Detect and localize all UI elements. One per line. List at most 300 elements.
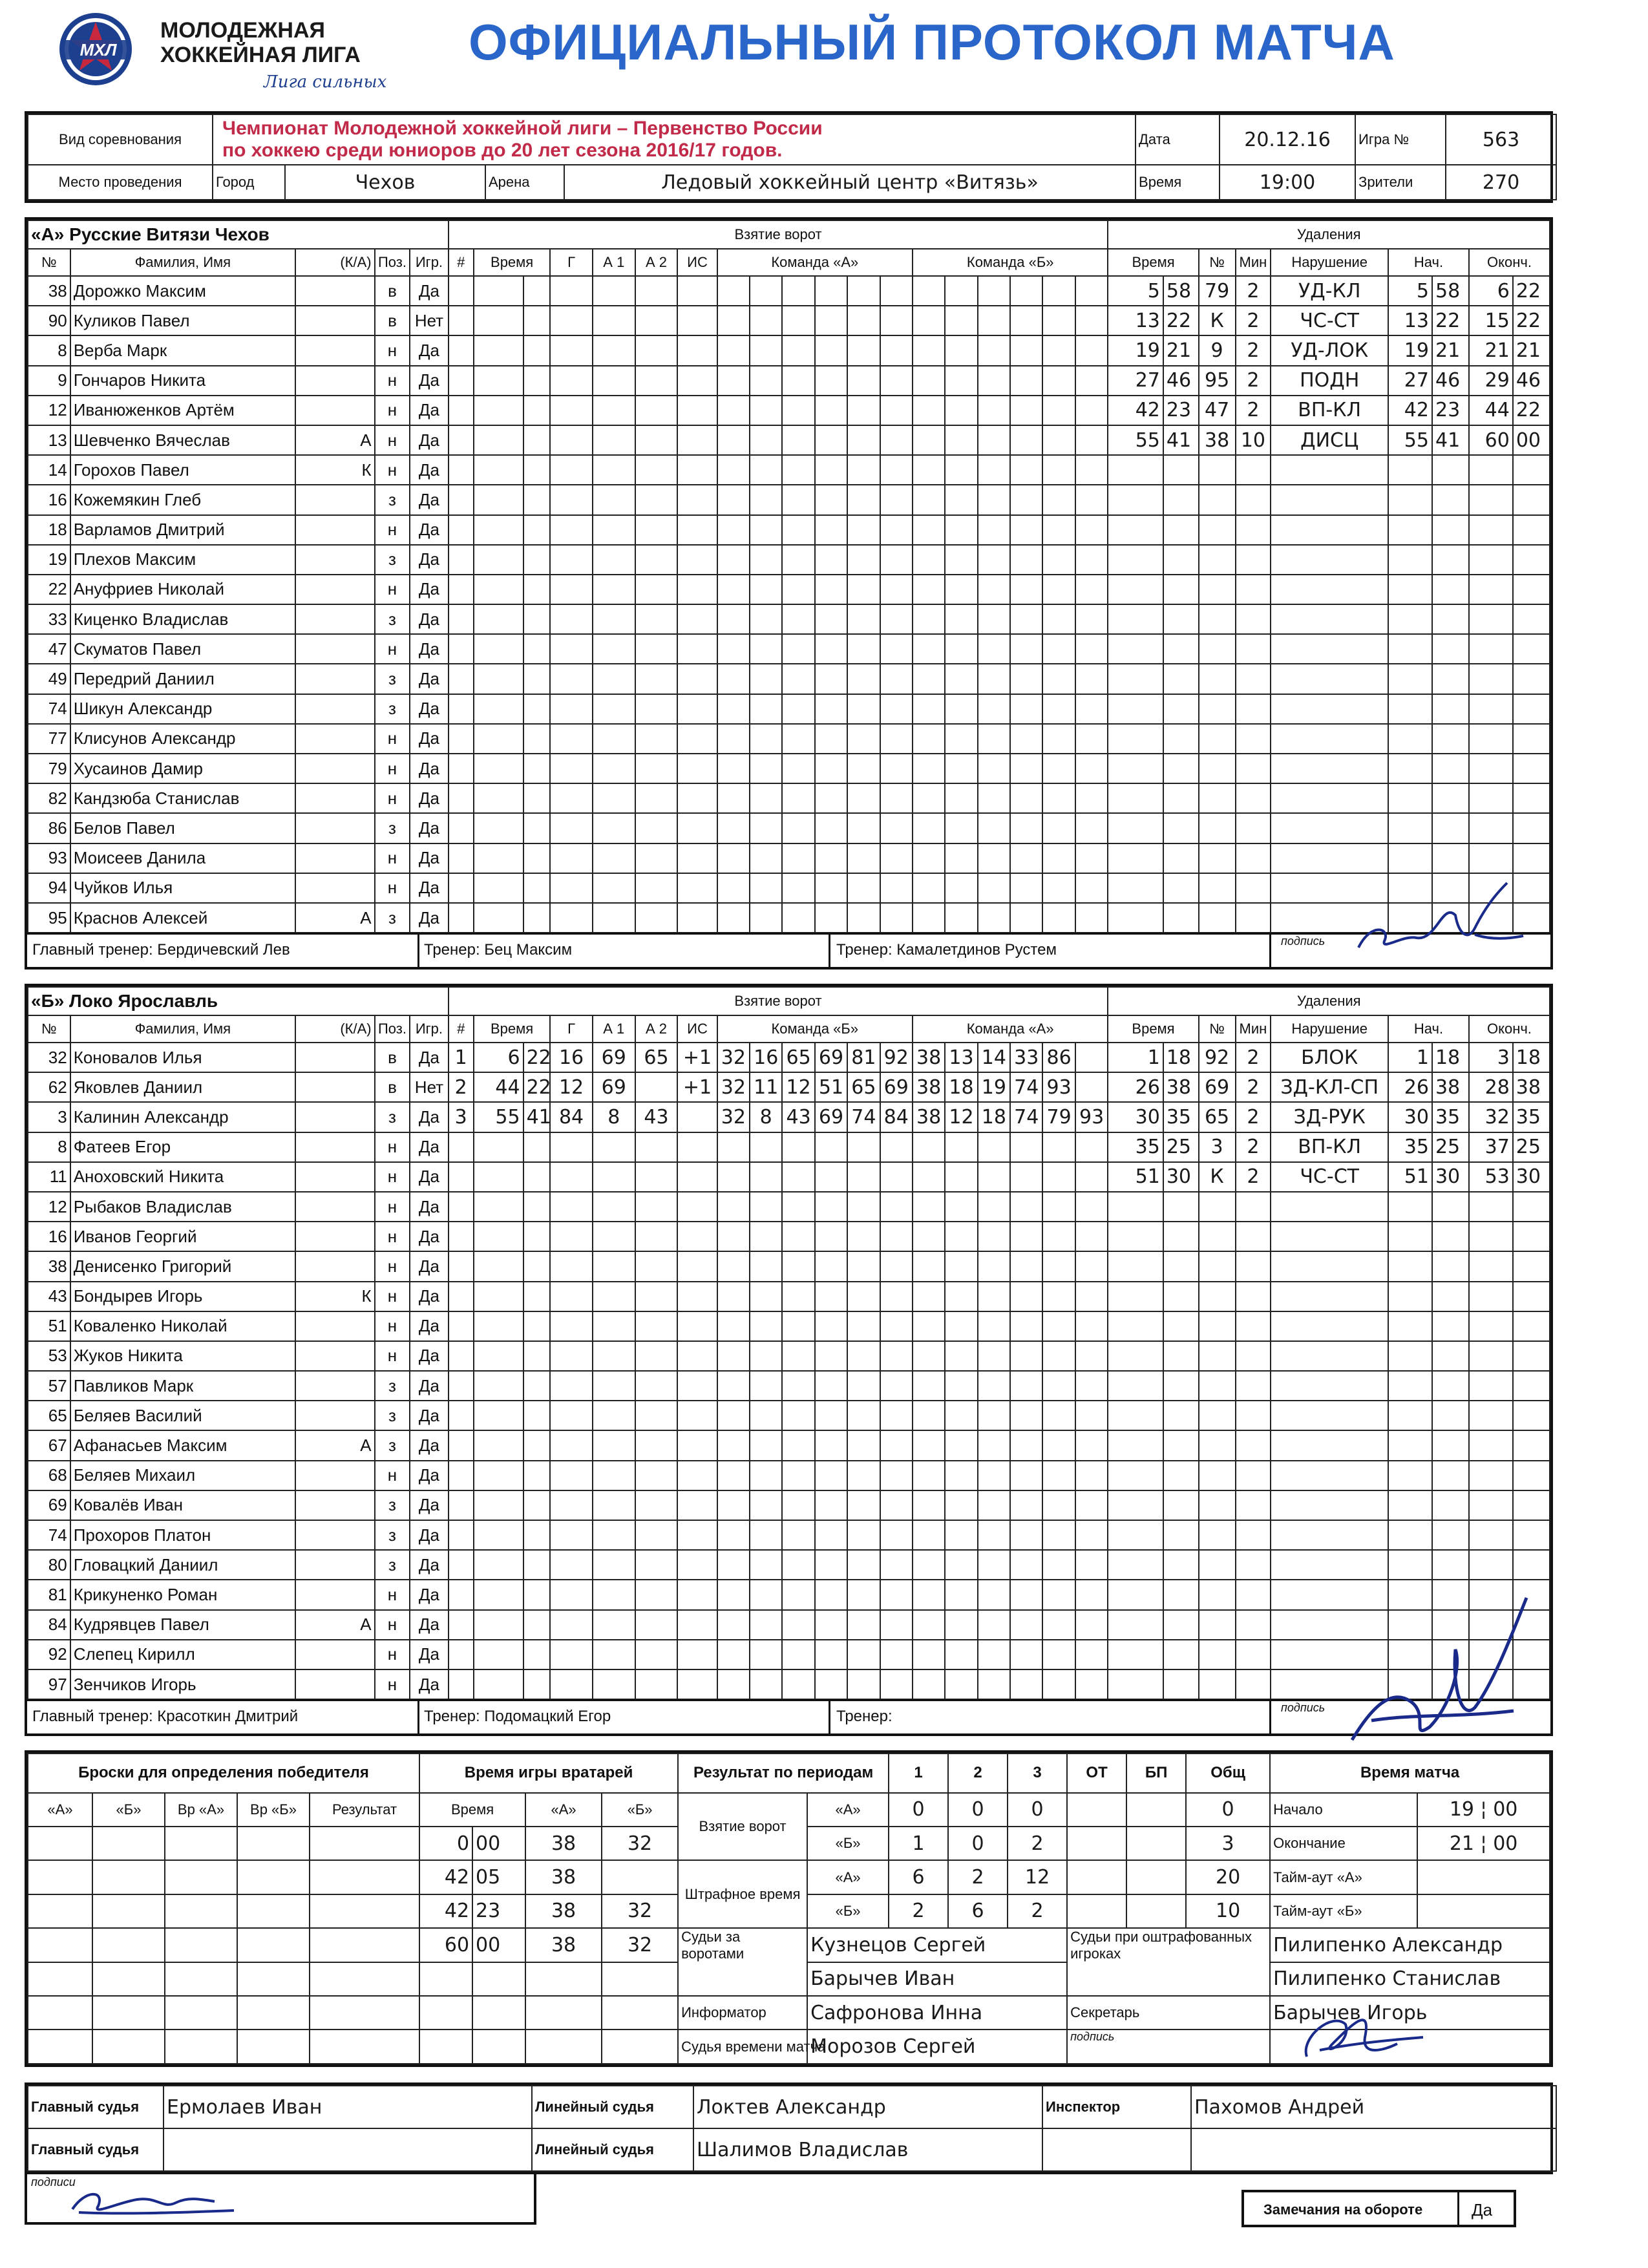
goal-cell — [782, 1371, 814, 1401]
goal-cell — [593, 1669, 635, 1699]
goal-cell — [677, 1251, 717, 1281]
pen-cell — [1271, 575, 1388, 604]
timeout-a-value — [1417, 1860, 1550, 1894]
match-start-label: Начало — [1270, 1793, 1417, 1827]
goal-cell — [1042, 1222, 1075, 1251]
player-position: н — [375, 396, 410, 425]
col-goal-scorer: Г — [550, 1015, 593, 1043]
pen-minutes: 10 — [1236, 425, 1271, 455]
goal-cell — [1042, 1669, 1075, 1699]
goal-situation: +1 — [677, 1043, 717, 1072]
pen-end-min: 3 — [1469, 1043, 1513, 1072]
pen-cell — [1108, 1580, 1163, 1609]
player-name: Куликов Павел — [70, 306, 295, 335]
goal-cell — [782, 694, 814, 724]
goalie-row-1-sec: 00 — [472, 1827, 525, 1860]
goal-cell — [880, 1222, 913, 1251]
goal-cell — [978, 843, 1010, 873]
goal-cell — [593, 455, 635, 485]
goal-cell — [945, 604, 977, 634]
goal-cell — [913, 783, 945, 813]
pen-cell — [1236, 1371, 1271, 1401]
goal-cell — [635, 1251, 678, 1281]
goal-cell — [978, 1401, 1010, 1430]
goal-cell — [677, 1341, 717, 1371]
player-position: з — [375, 903, 410, 933]
pen-end-sec: 46 — [1513, 366, 1550, 396]
player-played: Да — [410, 873, 448, 903]
goal-cell — [635, 306, 678, 335]
goal-cell — [474, 903, 523, 933]
shootout-cell — [92, 1996, 165, 2030]
goal-cell — [593, 783, 635, 813]
goal-cell — [750, 1371, 782, 1401]
goal-cell — [945, 575, 977, 604]
match-end-value: 21 ¦ 00 — [1417, 1827, 1550, 1860]
goal-cell — [550, 754, 593, 783]
goal-cell — [1010, 1341, 1042, 1371]
player-position: з — [375, 1430, 410, 1460]
pen-cell — [1163, 724, 1199, 754]
goal-cell — [474, 1162, 523, 1192]
referee-2-label: Главный судья — [28, 2128, 164, 2171]
goal-cell — [474, 1640, 523, 1669]
player-row — [28, 306, 1550, 335]
player-role: А — [295, 1610, 375, 1640]
match-info-block — [25, 111, 1553, 203]
goal-cell — [880, 604, 913, 634]
goal-cell — [550, 1222, 593, 1251]
pen-player: 79 — [1199, 276, 1236, 306]
goal-cell — [1042, 634, 1075, 664]
col-ka: (К/А) — [295, 249, 375, 276]
goal-cell — [1010, 754, 1042, 783]
goal-cell — [945, 1550, 977, 1580]
pen-end-sec: 22 — [1513, 396, 1550, 425]
pen-cell — [1271, 545, 1388, 575]
pen-cell — [1271, 754, 1388, 783]
goal-cell — [847, 1341, 880, 1371]
pen-start-min: 1 — [1388, 1043, 1432, 1072]
goal-cell — [677, 1430, 717, 1460]
goal-cell — [1042, 1610, 1075, 1640]
player-role — [295, 1580, 375, 1609]
pen-sec-time: 25 — [1163, 1132, 1199, 1162]
goal-cell — [523, 515, 551, 545]
col-situation: ИС — [677, 1015, 717, 1043]
player-number: 12 — [28, 1192, 70, 1222]
pen-min-time: 55 — [1108, 425, 1163, 455]
goal-cell — [1010, 485, 1042, 514]
goal-cell — [449, 783, 474, 813]
player-played: Да — [410, 515, 448, 545]
pen-cell — [1108, 1640, 1163, 1669]
player-number: 9 — [28, 366, 70, 396]
player-number: 77 — [28, 724, 70, 754]
col-ka: (К/А) — [295, 1015, 375, 1043]
goal-cell — [815, 1192, 847, 1222]
goal-cell — [913, 515, 945, 545]
player-played: Да — [410, 425, 448, 455]
period-total-header: Общ — [1186, 1754, 1270, 1793]
pen-cell — [1108, 1669, 1163, 1699]
player-name: Кандзюба Станислав — [70, 783, 295, 813]
player-number: 81 — [28, 1580, 70, 1609]
goal-cell — [1042, 366, 1075, 396]
player-played: Да — [410, 1192, 448, 1222]
goalie-row-1-min: 0 — [419, 1827, 472, 1860]
goal-cell — [1075, 1461, 1108, 1490]
goal-cell — [880, 873, 913, 903]
goal-cell — [815, 1311, 847, 1341]
player-role — [295, 1461, 375, 1490]
goal-cell — [750, 485, 782, 514]
player-position: н — [375, 515, 410, 545]
pen-end-sec: 21 — [1513, 335, 1550, 365]
goal-cell — [1010, 1490, 1042, 1520]
goal-cell — [1042, 843, 1075, 873]
goal-cell — [1075, 1371, 1108, 1401]
goal-cell — [880, 694, 913, 724]
goal-cell — [815, 1610, 847, 1640]
player-row — [28, 664, 1550, 694]
goal-cell — [523, 1430, 551, 1460]
goal-cell — [523, 396, 551, 425]
goal-cell — [635, 634, 678, 664]
periods-title: Результат по периодам — [678, 1754, 889, 1793]
player-played: Да — [410, 1311, 448, 1341]
pen-judge-1: Пилипенко Александр — [1270, 1928, 1550, 1962]
goal-cell — [978, 1192, 1010, 1222]
goal-cell — [945, 396, 977, 425]
pen-cell — [1513, 604, 1550, 634]
goal-cell — [635, 335, 678, 365]
goal-cell — [847, 545, 880, 575]
on-ice-own: 65 — [782, 1043, 814, 1072]
pen-end-sec: 25 — [1513, 1132, 1550, 1162]
player-number: 49 — [28, 664, 70, 694]
goal-situation — [677, 1102, 717, 1132]
goal-cell — [677, 873, 717, 903]
goal-cell — [677, 1490, 717, 1520]
player-role — [295, 1043, 375, 1072]
pim-row-label: Штрафное время — [678, 1860, 807, 1928]
player-played: Нет — [410, 1072, 448, 1102]
shootout-cell — [237, 2030, 310, 2064]
player-row — [28, 1341, 1550, 1371]
logo-mark-text: МХЛ — [79, 40, 117, 59]
player-row — [28, 1282, 1550, 1311]
pen-cell — [1513, 634, 1550, 664]
goal-cell — [913, 306, 945, 335]
goal-cell — [978, 1520, 1010, 1550]
team-b-signature-icon — [1333, 1591, 1539, 1759]
pen-cell — [1469, 634, 1513, 664]
goal-cell — [593, 1162, 635, 1192]
goal-cell — [677, 545, 717, 575]
player-row — [28, 1251, 1550, 1281]
player-number: 86 — [28, 813, 70, 843]
pen-cell — [1432, 1192, 1469, 1222]
goal-scorer: 12 — [550, 1072, 593, 1102]
goal-cell — [782, 903, 814, 933]
goal-cell — [913, 1520, 945, 1550]
goal-cell — [449, 1371, 474, 1401]
goal-cell — [945, 1430, 977, 1460]
pen-cell — [1432, 1401, 1469, 1430]
goal-cell — [449, 664, 474, 694]
goal-cell — [1010, 425, 1042, 455]
player-role — [295, 813, 375, 843]
goal-cell — [880, 1669, 913, 1699]
player-name: Краснов Алексей — [70, 903, 295, 933]
goal-cell — [945, 903, 977, 933]
goal-cell — [913, 1640, 945, 1669]
on-ice-own: 8 — [750, 1102, 782, 1132]
goal-cell — [978, 604, 1010, 634]
pen-cell — [1432, 694, 1469, 724]
goal-cell — [1042, 903, 1075, 933]
player-role — [295, 396, 375, 425]
goal-cell — [1010, 1371, 1042, 1401]
player-name: Бондырев Игорь — [70, 1282, 295, 1311]
goal-cell — [717, 545, 750, 575]
pen-cell — [1271, 1341, 1388, 1371]
goals-team-b-label: «Б» — [807, 1827, 889, 1860]
goal-cell — [550, 634, 593, 664]
goal-cell — [880, 1192, 913, 1222]
pen-cell — [1236, 634, 1271, 664]
player-row — [28, 276, 1550, 306]
player-role — [295, 485, 375, 514]
player-played: Да — [410, 1669, 448, 1699]
goal-cell — [474, 1222, 523, 1251]
goal-cell — [880, 843, 913, 873]
player-position: з — [375, 1520, 410, 1550]
pen-cell — [1388, 843, 1432, 873]
referees-empty-cell — [1191, 2128, 1556, 2171]
pen-cell — [1108, 485, 1163, 514]
col-opp-team: Команда «А» — [913, 1015, 1108, 1043]
col-name: Фамилия, Имя — [70, 249, 295, 276]
col-pos: Поз. — [375, 249, 410, 276]
pen-cell — [1469, 783, 1513, 813]
goal-cell — [593, 754, 635, 783]
pen-end-sec: 00 — [1513, 425, 1550, 455]
pen-cell — [1108, 724, 1163, 754]
timekeeper-label: Судья времени матча — [678, 2030, 807, 2064]
on-ice-opp: 14 — [978, 1043, 1010, 1072]
on-ice-opp: 12 — [945, 1102, 977, 1132]
goal-cell — [550, 306, 593, 335]
goal-cell — [550, 1132, 593, 1162]
logo-line2: ХОККЕЙНАЯ ЛИГА — [160, 43, 361, 67]
player-role — [295, 843, 375, 873]
pen-cell — [1108, 694, 1163, 724]
goal-cell — [945, 335, 977, 365]
pen-end-min: 53 — [1469, 1162, 1513, 1192]
pen-cell — [1236, 664, 1271, 694]
pen-cell — [1513, 545, 1550, 575]
goal-cell — [750, 455, 782, 485]
player-role — [295, 306, 375, 335]
referee-1-label: Главный судья — [28, 2086, 164, 2128]
player-row — [28, 1162, 1550, 1192]
goal-cell — [1075, 1341, 1108, 1371]
goal-cell — [913, 1251, 945, 1281]
pim-a-p2: 2 — [948, 1860, 1008, 1894]
goal-cell — [550, 873, 593, 903]
pen-cell — [1236, 724, 1271, 754]
shootout-cell — [92, 2030, 165, 2064]
goal-cell — [945, 664, 977, 694]
goal-cell — [474, 276, 523, 306]
goal-cell — [635, 1282, 678, 1311]
goal-cell — [677, 903, 717, 933]
player-position: в — [375, 1043, 410, 1072]
pim-a-p1: 6 — [889, 1860, 948, 1894]
player-role: А — [295, 425, 375, 455]
goal-cell — [474, 1610, 523, 1640]
player-played: Да — [410, 1401, 448, 1430]
goal-assist1: 69 — [593, 1043, 635, 1072]
pen-cell — [1163, 1341, 1199, 1371]
goal-cell — [750, 366, 782, 396]
player-number: 47 — [28, 634, 70, 664]
player-name: Белов Павел — [70, 813, 295, 843]
on-ice-opp: 18 — [978, 1102, 1010, 1132]
pen-player: 3 — [1199, 1132, 1236, 1162]
goal-cell — [717, 396, 750, 425]
goal-cell — [847, 754, 880, 783]
goal-cell — [750, 634, 782, 664]
pen-infraction: УД-ЛОК — [1271, 335, 1388, 365]
goal-cell — [815, 873, 847, 903]
pen-cell — [1513, 1311, 1550, 1341]
pen-cell — [1469, 694, 1513, 724]
goal-cell — [677, 1311, 717, 1341]
pen-cell — [1513, 1251, 1550, 1281]
col-goal-scorer: Г — [550, 249, 593, 276]
pen-cell — [1236, 1490, 1271, 1520]
goal-scorer: 16 — [550, 1043, 593, 1072]
pen-cell — [1271, 485, 1388, 514]
goal-cell — [945, 1401, 977, 1430]
pen-cell — [1271, 515, 1388, 545]
pen-cell — [1388, 1341, 1432, 1371]
goal-cell — [449, 425, 474, 455]
time-value: 19:00 — [1220, 165, 1355, 200]
secretary-label: Секретарь — [1067, 1996, 1270, 2030]
player-role — [295, 276, 375, 306]
goal-cell — [1075, 1610, 1108, 1640]
goal-cell — [593, 276, 635, 306]
pen-minutes: 2 — [1236, 335, 1271, 365]
goals-b-so — [1126, 1827, 1186, 1860]
match-start-value: 19 ¦ 00 — [1417, 1793, 1550, 1827]
referee-2-name — [164, 2128, 532, 2171]
goal-cell — [474, 515, 523, 545]
goal-cell — [1010, 843, 1042, 873]
goal-cell — [593, 1610, 635, 1640]
goal-cell — [913, 634, 945, 664]
pim-a-ot — [1067, 1860, 1126, 1894]
pen-cell — [1108, 1430, 1163, 1460]
goal-cell — [815, 485, 847, 514]
pen-start-min: 35 — [1388, 1132, 1432, 1162]
goal-cell — [523, 873, 551, 903]
goal-cell — [1010, 455, 1042, 485]
page-title: ОФИЦИАЛЬНЫЙ ПРОТОКОЛ МАТЧА — [469, 14, 1395, 70]
pen-cell — [1388, 1371, 1432, 1401]
player-role — [295, 1192, 375, 1222]
goal-cell — [474, 724, 523, 754]
player-number: 38 — [28, 276, 70, 306]
goal-cell — [677, 335, 717, 365]
goal-cell — [593, 634, 635, 664]
pen-cell — [1432, 485, 1469, 514]
pen-cell — [1199, 1401, 1236, 1430]
pen-infraction: БЛОК — [1271, 1043, 1388, 1072]
goal-cell — [978, 1341, 1010, 1371]
pen-cell — [1513, 1461, 1550, 1490]
logo-line1: МОЛОДЕЖНАЯ — [160, 18, 325, 43]
goal-cell — [717, 276, 750, 306]
goal-cell — [1042, 1430, 1075, 1460]
goal-cell — [717, 1311, 750, 1341]
goal-cell — [978, 873, 1010, 903]
goal-cell — [449, 306, 474, 335]
on-ice-opp: 86 — [1042, 1043, 1075, 1072]
pen-start-sec: 35 — [1432, 1102, 1469, 1132]
pen-cell — [1163, 903, 1199, 933]
player-position: в — [375, 276, 410, 306]
pen-cell — [1108, 1610, 1163, 1640]
goal-cell — [1075, 754, 1108, 783]
goal-cell — [717, 1490, 750, 1520]
shootout-cell — [237, 1962, 310, 1996]
goal-cell — [847, 455, 880, 485]
player-row — [28, 694, 1550, 724]
goal-cell — [978, 1461, 1010, 1490]
pen-cell — [1271, 1461, 1388, 1490]
on-ice-own: 92 — [880, 1043, 913, 1072]
informer-label: Информатор — [678, 1996, 807, 2030]
pen-cell — [1163, 485, 1199, 514]
goal-cell — [635, 366, 678, 396]
on-ice-own: 51 — [815, 1072, 847, 1102]
goal-cell — [677, 1550, 717, 1580]
player-row — [28, 455, 1550, 485]
team-a-coach2: Тренер: Камалетдинов Рустем — [836, 941, 1057, 959]
inspector-label: Инспектор — [1042, 2086, 1191, 2128]
goal-cell — [913, 1669, 945, 1699]
player-row — [28, 1580, 1550, 1609]
goal-cell — [1042, 1192, 1075, 1222]
on-ice-own: 11 — [750, 1072, 782, 1102]
pen-start-sec: 41 — [1432, 425, 1469, 455]
goal-cell — [550, 1490, 593, 1520]
pen-player: 38 — [1199, 425, 1236, 455]
goal-cell — [1010, 873, 1042, 903]
pen-cell — [1236, 1669, 1271, 1699]
goal-cell — [523, 575, 551, 604]
pen-start-min: 13 — [1388, 306, 1432, 335]
shootout-cell — [237, 1996, 310, 2030]
on-ice-own: 16 — [750, 1043, 782, 1072]
goal-cell — [635, 604, 678, 634]
goal-cell — [717, 694, 750, 724]
